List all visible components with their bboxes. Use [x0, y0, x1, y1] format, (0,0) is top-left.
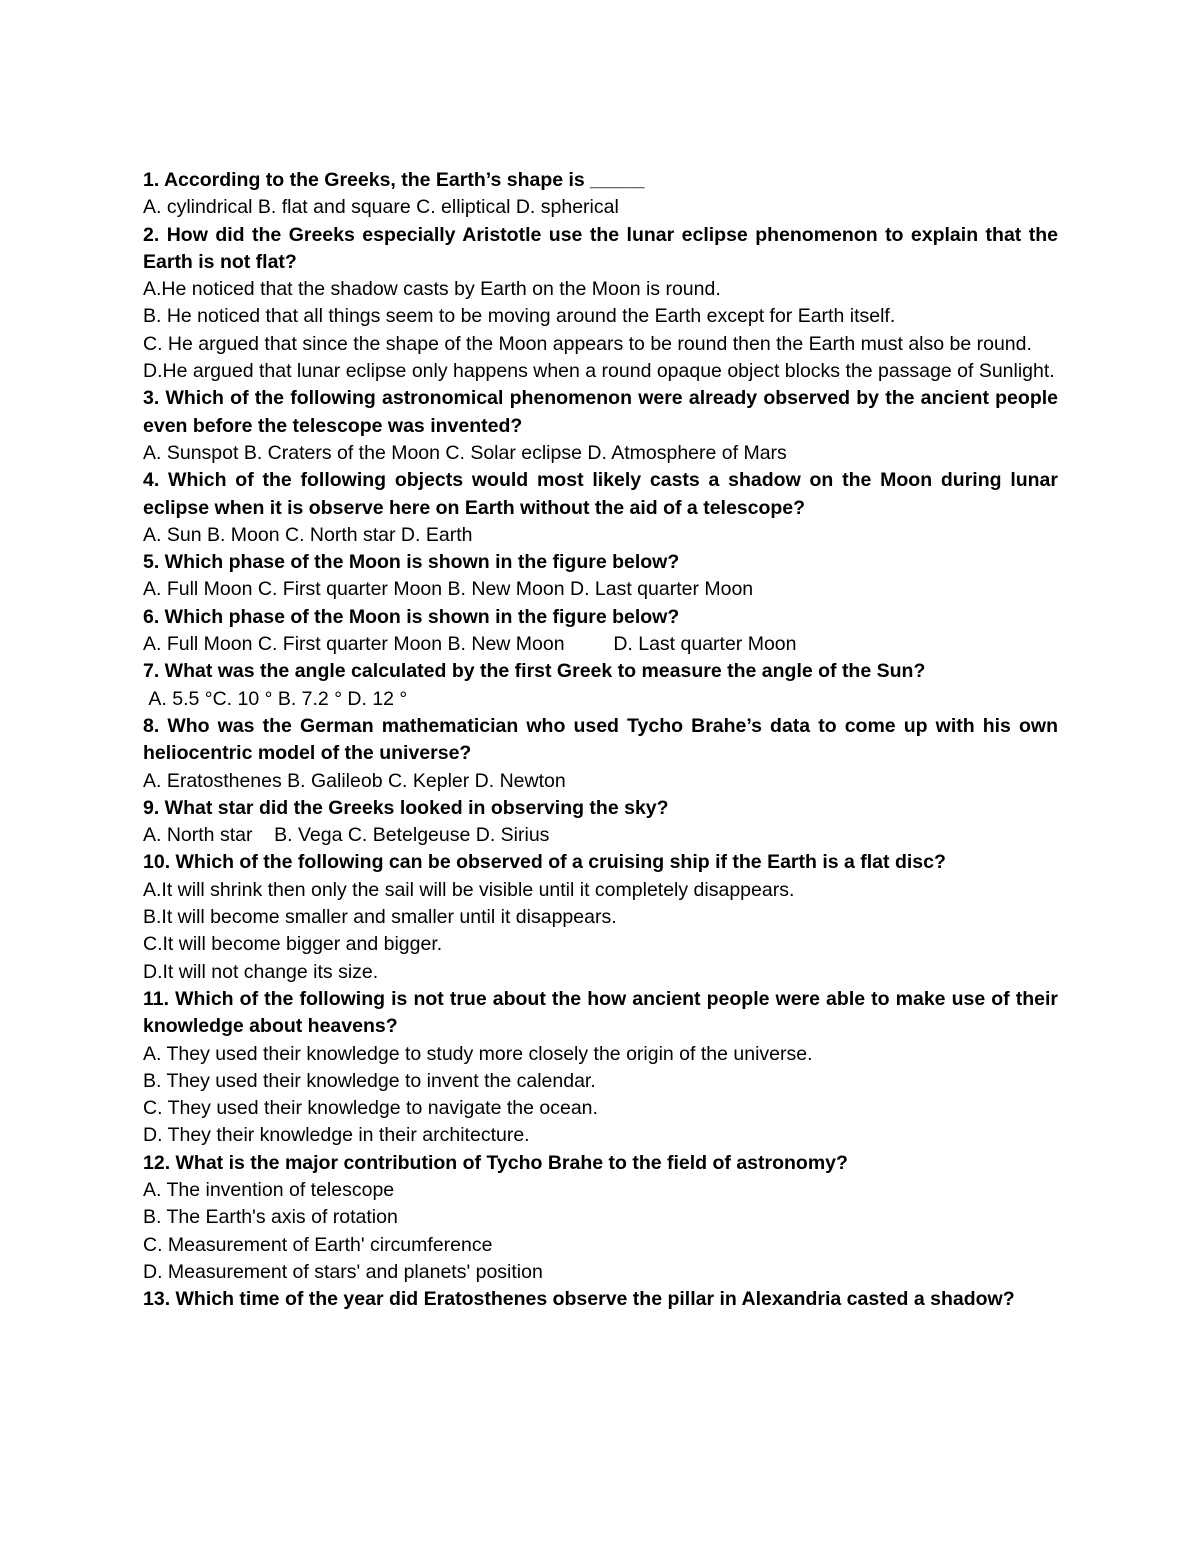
- answer-option-c: C. They used their knowledge to navigate the ocean.: [143, 1097, 598, 1120]
- answer-option-c: C.It will become bigger and bigger.: [143, 933, 443, 956]
- question-text: 9. What star did the Greeks looked in observing the sky?: [143, 796, 669, 819]
- question-1: [143, 167, 1058, 222]
- question-text: 13. Which time of the year did Eratosthenes observe the pillar in Alexandria casted a shadow?: [143, 1288, 1015, 1311]
- question-9: [143, 795, 1058, 850]
- answer-option-c: C. He argued that since the shape of the Moon appears to be round then the Earth must also be round.: [143, 332, 1032, 355]
- answer-option-a: A.It will shrink then only the sail will be visible until it completely disappears.: [143, 878, 795, 901]
- answer-options: A. Sunspot B. Craters of the Moon C. Solar eclipse D. Atmosphere of Mars: [143, 441, 787, 464]
- question-text: 12. What is the major contribution of Tycho Brahe to the field of astronomy?: [143, 1151, 848, 1174]
- question-11: [143, 986, 1058, 1150]
- answer-option-b: B. The Earth's axis of rotation: [143, 1206, 398, 1229]
- question-7: [143, 658, 1058, 713]
- question-12: [143, 1150, 1058, 1286]
- question-text: 3. Which of the following astronomical phenomenon were already observed by the ancient people even before the telescope was invented?: [143, 387, 1058, 437]
- question-text: 7. What was the angle calculated by the first Greek to measure the angle of the Sun?: [143, 660, 926, 683]
- quiz-document: [143, 167, 1058, 1313]
- answer-option-d: D. Measurement of stars' and planets' position: [143, 1260, 543, 1283]
- answer-options: A. 5.5 °C. 10 ° B. 7.2 ° D. 12 °: [143, 687, 408, 710]
- answer-option-a: A.He noticed that the shadow casts by Earth on the Moon is round.: [143, 278, 721, 301]
- question-2: [143, 222, 1058, 386]
- answer-option-d: D. They their knowledge in their architecture.: [143, 1124, 530, 1147]
- answer-option-b: B. He noticed that all things seem to be moving around the Earth except for Earth itself.: [143, 305, 896, 328]
- question-text: 11. Which of the following is not true about the how ancient people were able to make use of their knowledge about heavens?: [143, 987, 1058, 1038]
- question-text: 10. Which of the following can be observed of a cruising ship if the Earth is a flat disc?: [143, 851, 946, 874]
- question-text: 6. Which phase of the Moon is shown in the figure below?: [143, 605, 680, 628]
- answer-option-d: D.He argued that lunar eclipse only happens when a round opaque object blocks the passage of Sunlight.: [143, 360, 1055, 383]
- answer-option-a: A. They used their knowledge to study more closely the origin of the universe.: [143, 1042, 813, 1065]
- question-3: [143, 385, 1058, 467]
- question-text: 8. Who was the German mathematician who used Tycho Brahe’s data to come up with his own heliocentric model of the universe?: [143, 714, 1058, 765]
- answer-option-c: C. Measurement of Earth' circumference: [143, 1233, 493, 1256]
- answer-option-b: B. They used their knowledge to invent the calendar.: [143, 1069, 596, 1092]
- answer-options: A. Full Moon C. First quarter Moon B. New Moon D. Last quarter Moon: [143, 633, 797, 656]
- question-6: [143, 604, 1058, 659]
- answer-option-a: A. The invention of telescope: [143, 1178, 395, 1201]
- question-5: [143, 549, 1058, 604]
- answer-option-d: D.It will not change its size.: [143, 960, 379, 983]
- question-13: [143, 1286, 1058, 1313]
- answer-options: A. Full Moon C. First quarter Moon B. New Moon D. Last quarter Moon: [143, 578, 754, 601]
- answer-options: A. Eratosthenes B. Galileob C. Kepler D. Newton: [143, 769, 566, 792]
- answer-option-b: B.It will become smaller and smaller until it disappears.: [143, 906, 617, 929]
- question-8: [143, 713, 1058, 795]
- answer-options: A. Sun B. Moon C. North star D. Earth: [143, 523, 473, 546]
- answer-options: A. cylindrical B. flat and square C. elliptical D. spherical: [143, 196, 619, 219]
- question-10: [143, 849, 1058, 985]
- question-text: 1. According to the Greeks, the Earth’s shape is _____: [143, 169, 645, 191]
- question-text: 5. Which phase of the Moon is shown in the figure below?: [143, 551, 680, 574]
- question-text: 4. Which of the following objects would most likely casts a shadow on the Moon during lunar eclipse when it is observe here on Earth without the aid of a telescope?: [143, 469, 1058, 519]
- question-text: 2. How did the Greeks especially Aristotle use the lunar eclipse phenomenon to explain that the Earth is not flat?: [143, 223, 1058, 273]
- question-4: [143, 467, 1058, 549]
- answer-options: A. North star B. Vega C. Betelgeuse D. Sirius: [143, 824, 550, 847]
